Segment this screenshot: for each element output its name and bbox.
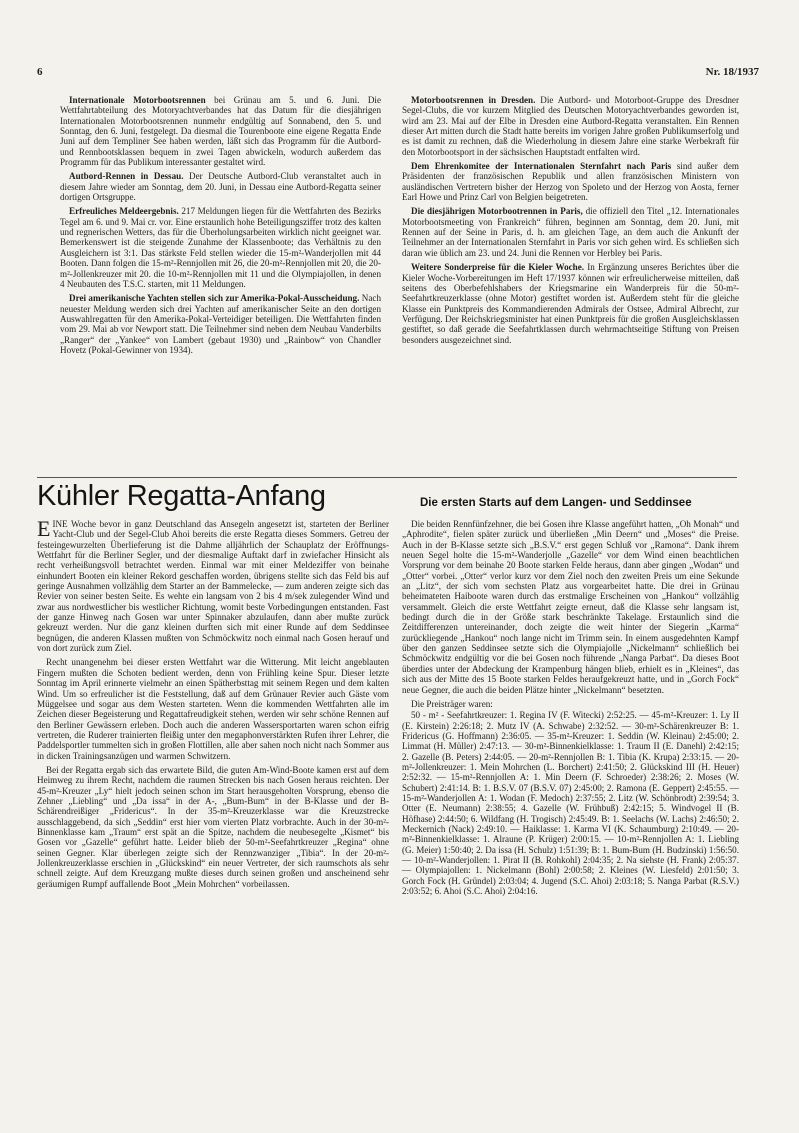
article-column-right (402, 519, 739, 896)
section-divider (37, 477, 737, 478)
news-item-text: Der Deutsche Autbord-Club veranstaltet auch in diesem Jahre wieder am Sonntag, dem 20. Juni, in Dessau eine Autbord-Regatta seiner dortigen Ortsgruppe. (60, 171, 381, 203)
news-item-text: 217 Meldungen liegen für die Wettfahrten des Bezirks Tegel am 6. und 9. Mai cr. vor. Eine erstaunlich hohe Beteiligungsziffer trotz des kalten und regnerischen Wetters, das für die Überholungsarbeiten wirklich nicht geeignet war. Bemerkenswert ist die steigende Zunahme der Klassenboote; das Verhältnis zu den Ausgleichern ist 3:1. Das stärkste Feld stellen wieder die 15-m²-Wanderjollen mit 44 Booten. Dann folgen die 15-m²-Rennjollen mit 26, die 20-m²-Rennjollen mit 20, die 20-m²-Jollenkreuzer mit 20. die 10-m²-Rennjollen mit 11 und die Olympiajollen, in denen 4 Neubauten des T.S.C. starten, mit 11 Meldungen. (60, 206, 382, 289)
issue-number: Nr. 18/1937 (705, 66, 759, 78)
results-intro: Die Preisträger waren: (411, 698, 493, 709)
page-number: 6 (37, 66, 43, 78)
article-column-left (37, 516, 389, 893)
news-item (60, 293, 381, 355)
news-item (402, 161, 739, 202)
article-paragraph: Die beiden Rennfünfzehner, die bei Gosen ihre Klasse angeführt hatten, „Oh Monah“ und „Aphrodite“, fielen später zurück und überließen „Min Deern“ und „Moses“ die Preise. Auch in der B-Klasse setzte sich „B.S.V.“ erst gegen Schluß vor „Ramona“. Dank ihrem neuen Segel holte die 15-m²-Wanderjolle „Gazelle“ vor dem Wind einen beachtlichen Vorsprung vor dem beinahe 20 Boote starken Felde heraus, dann aber gingen „Wodan“ und „Otter“ vorbei. „Otter“ verlor kurz vor dem Ziel noch den zweiten Preis um eine Sekunde an „Litz“, der sich vom sechsten Platz aus vorgearbeitet hatte. Die drei in Grünau beheimateten Haiboote waren durch das erstmalige Erscheinen von „Hankou“ vollzählig versammelt. Gleich die erste Wettfahrt zeigte erneut, daß die Klasse sehr langsam ist, bedingt durch die in der Größe stark beschränkte Takelage. Erstaunlich sind die Zeitdifferenzen untereinander, doch zeigte die weit hinter der Siegerin „Karma“ zurückliegende „Hankou“ noch lange nicht im Trimm sein. In einem ausgedehnten Kampf über den ganzen Seddinsee setzte sich die Olympiajolle „Nickelmann“ schließlich bei Schmöckwitz endgültig vor die bei Gosen noch führende „Nanga Parbat“. Da dieses Boot überdies unter der Abdeckung der Krampenburg hängen blieb, erhielt es in „Kleines“, das sich aus der Mitte des 15 Boote starken Feldes heraufgekreuzt hatte, und in „Gorch Fock“ neue Gegner, die auch die beiden Plätze hinter „Nickelmann“ besetzten. (402, 519, 739, 695)
article-subheadline: Die ersten Starts auf dem Langen- und Seddinsee (420, 497, 692, 509)
article-paragraph: Recht unangenehm bei dieser ersten Wettfahrt war die Witterung. Mit leicht angeblauten Fingern mußten die Schoten bedient werden, denn von Frühling keine Spur. Dieser letzte Sonntag im April erinnerte vielmehr an einen Spätherbsttag mit seinem Regen und dem kalten Wind. Um so erfreulicher ist die Feststellung, daß auf dem Grünauer Revier auch Gäste vom Müggelsee und sogar aus dem Westen starteten. Wenn die kommenden Wettfahrten alle im Zeichen dieser Begeisterung und Regattafreudigkeit stehen, werden wir sehr schöne Rennen auf den Berliner Gewässern erleben. Doch auch die anderen Wassersportarten waren schon eifrig vertreten, die Ruderer trainierten fleißig unter den megaphonverstärkten Rufen ihrer Lehrer, die Paddelsportler tummelten sich in großen Flottillen, alle aber sahen noch nicht nach Sommer aus in dicken Trainingsanzügen und warmen Schwitzern. (37, 657, 389, 761)
news-item (60, 206, 381, 289)
news-item-head: Drei amerikanische Yachten stellen sich zur Amerika-Pokal-Ausscheidung. (69, 293, 360, 304)
article-headline: Kühler Regatta-Anfang (37, 480, 326, 512)
news-item-text: bei Grünau am 5. und 6. Juni. Die Wettfahrtabteilung des Motoryachtverbandes hat das Datum für die diesjährigen Internationalen Motorbootsrennen nunmehr endgültig auf Sonnabend, den 5. und Sonntag, den 6. Juni, festgelegt. Da diesmal die Tourenboote eine eigene Regatta Ende Juni auf dem Templiner See haben werden, läßt sich das Programm für die Autbord- und Rennbootsklassen bequem in zwei Tagen abwickeln, wodurch außerdem das Programm für das Publikum interessanter gestaltet wird. (60, 95, 381, 168)
article-paragraph (37, 516, 389, 654)
news-item-text: sind außer dem Präsidenten der französischen Republik und allen französischen Ministern von ausländischen Vertretern bisher der Herzog von Spoleto und der Herzog von Aosta, ferner Earl Howe und Prinz Carl von Belgien beigetreten. (402, 161, 739, 203)
article-text: INE Woche bevor in ganz Deutschland das Ansegeln angesetzt ist, starteten der Berliner Yacht-Club und der Segel-Club Ahoi bereits die erste Regatta dieses Sommers. Getreu der festeingewurzelten Überlieferung ist die Dahme alljährlich der Schauplatz der Eröffnungs-Wettfahrt für die Berliner Segler, und der diesmalige Auftakt darf in zwiefacher Hinsicht als recht verheißungsvoll betrachtet werden. Einmal war mit einer Meldeziffer von beinahe einhundert Booten ein kleiner Rekord geschaffen worden, übrigens stellte sich das Feld bis auf geringe Ausnahmen vollzählig dem Starter an der Bammelecke, — zum anderen zeigte sich das Revier von seiner besten Seite. Es wehte ein langsam von 2 bis 4 m/sek zulegender Wind und zwar aus nordwestlicher bis westlicher Richtung, womit beste Vorbedingungen entstanden. Fast der ganze Hinweg nach Gosen war unter Spinnaker abzulaufen, dann aber mußte zurück gekreuzt werden. Nur die ganz kleinen durften sich mit einer Runde auf dem Seddinsee begnügen, die anderen Klassen mußten von Schmöckwitz noch einmal nach Gosen herauf und von dort zurück zum Ziel. (37, 519, 389, 654)
news-item-head: Die diesjährigen Motorbootrennen in Paris, (411, 206, 583, 217)
news-item-text: Nach neuester Meldung werden sich drei Yachten auf amerikanischer Seite an den dortigen Auswahlregatten für den Amerika-Pokal-Verteidiger beteiligen. Die Wettfahrten finden vom 29. Mai ab vor Newport statt. Die Teilnehmer sind neben dem Neubau Vanderbilts „Ranger“ der „Yankee“ von Lambert (gebaut 1930) und „Rainbow“ von Chandler Hovetz (Pokal-Gewinner von 1934). (60, 293, 381, 355)
news-item-head: Dem Ehrenkomitee der Internationalen Sternfahrt nach Paris (411, 161, 672, 172)
news-item (402, 206, 739, 258)
news-item-head: Autbord-Rennen in Dessau. (69, 171, 184, 182)
news-column-left (60, 95, 381, 359)
news-item-text: In Ergänzung unseres Berichtes über die Kieler Woche-Vorbereitungen im Heft 17/1937 können wir erfreulicherweise mitteilen, daß seitens des Oberbefehlshabers der Kriegsmarine ein Wanderpreis für die 50-m²-Seefahrtkreuzerklasse (ohne Motor) gestiftet worden ist. Außerdem steht für die gleiche Klasse ein Punktpreis des Kommandierenden Admirals der Ostsee, Admiral Albrecht, zur Verfügung. Der Reichskriegsminister hat einen Punktpreis für die großen Ausgleichsklassen gestiftet, so daß gerade die Seefahrtklassen durch wehrmachtseitige Stiftung von Preisen besonders ausgezeichnet sind. (402, 262, 739, 345)
news-column-right (402, 95, 739, 349)
news-item (402, 262, 739, 345)
news-item-head: Motorbootsrennen in Dresden. (411, 95, 536, 105)
news-item-text: Die Autbord- und Motorboot-Gruppe des Dresdner Segel-Clubs, die vor kurzem Mitglied des Deutschen Motoryachtverbandes geworden ist, wird am 23. Mai auf der Elbe in Dresden eine Autbord-Regatta veranstalten. Ein Rennen dieser Art mitten durch die Stadt hatte bereits im vorigen Jahre großen Publikumserfolg und es ist damit zu rechnen, daß die Wiederholung in diesem Jahre eine starke Werbekraft für den Motorbootsport in der sächsischen Hauptstadt entfalten wird. (402, 95, 739, 157)
news-item-head: Erfreuliches Meldeergebnis. (69, 206, 179, 217)
news-item (60, 95, 381, 167)
results-text: 50 - m² - Seefahrtkreuzer: 1. Regina IV (F. Witecki) 2:52:25. — 45-m²-Kreuzer: 1. Ly II (E. Kirstein) 2:26:18; 2. Mutz IV (A. Schwabe) 2:32:52. — 30-m²-Schärenkreuzer B: 1. Fridericus (G. Hoffmann) 2:36:05. — 35-m²-Kreuzer: 1. Seddin (W. Kleinau) 2:45:00; 2. Limmat (H. Müller) 2:47:13. — 30-m²-Binnenkielklasse: 1. Traum II (E. Danehl) 2:42:15; 2. Gazelle (B. Peters) 2:44:05. — 20-m²-Rennjollen B: 1. Tibia (K. Krupa) 2:33:15. — 20-m²-Jollenkreuzer: 1. Mein Mohrchen (L. Borchert) 2:41:50; 2. Glückskind III (H. Heuer) 2:52:32. — 15-m²-Rennjollen A: 1. Min Deern (F. Schroeder) 2:38:26; 2. Moses (W. Schubert) 2:41:14. B: 1. B.S.V. 07 (B.S.V. 07) 2:45:00; 2. Ramona (E. Geppert) 2:45:55. — 15-m²-Wanderjollen A: 1. Wodan (F. Medoch) 2:37:55; 2. Litz (W. Schönbrodt) 2:39:54; 3. Otter (E. Neumann) 2:38:55; 4. Gazelle (W. Frühbuß) 2:42:15; 5. Windvogel II (B. Höfhase) 2:44:50; 6. Wildfang (H. Trogisch) 2:45:49. B: 1. Seelachs (W. Lachs) 2:46:50; 2. Meckernich (Nack) 2:49:10. — Haiklasse: 1. Karma VI (K. Schaumburg) 2:10:49. — 20-m²-Binnenkielklasse: 1. Alraune (P. Krüger) 2:00:15. — 10-m²-Rennjollen A: 1. Liebling (G. Meier) 1:50:40; 2. Da issa (H. Schulz) 1:51:39; B: 1. Bum-Bum (H. Budzinski) 1:56:50. — 10-m²-Wanderjollen: 1. Pirat II (B. Rohkohl) 2:04:35; 2. Na siehste (H. Frank) 2:05:37. — Olympiajollen: 1. Nickelmann (Bohl) 2:00:58; 2. Kleines (W. Liesfeld) 2:01:50; 3. Gorch Fock (H. Gründel) 2:03:04; 4. Jugend (S.C. Ahoi) 2:03:18; 5. Nanga Parbat (R.S.V.) 2:03:52; 6. Ahoi (S.C. Ahoi) 2:04:16. (402, 710, 739, 897)
news-item (60, 171, 381, 202)
news-item-head: Internationale Motorbootsrennen (69, 95, 206, 105)
news-item (402, 95, 739, 157)
drop-cap: E (37, 516, 51, 541)
news-item-text: die offiziell den Titel „12. Internationales Motorbootsmeeting von Frankreich“ führen, beginnen am Sonntag, dem 20. Juni, mit Rennen auf der Seine in Paris, d. h. am gleichen Tage, an dem auch die Ankunft der Teilnehmer an der Internationalen Sternfahrt in Paris vor sich gehen wird. Es schließen sich daran wie üblich am 23. und 24. Juni die Rennen vor Herbley bei Paris. (402, 206, 739, 258)
article-paragraph: Bei der Regatta ergab sich das erwartete Bild, die guten Am-Wind-Boote kamen erst auf dem Heimweg zu ihrem Recht, nachdem die raumen Strecken bis nach Gosen heraus reichten. Der 45-m²-Kreuzer „Ly“ hielt jedoch seinen schon im Start herausgeholten Vorsprung, ebenso die Zehner „Liebling“ und „Da issa“ in der A-, „Bum-Bum“ in der B-Klasse und der B-Schärendreißiger „Fridericus“. In der 35-m²-Kreuzerklasse war die Kreuzstrecke ausschlaggebend, da sich „Seddin“ erst hier vom vierten Platz vorbrachte. Auch in der 30-m²-Binnenklasse kam „Traum“ erst spät an die Spitze, nachdem die neubesegelte „Kismet“ bis Gosen vor „Gazelle“ geführt hatte. Leider blieb der 50-m²-Seefahrtkreuzer „Regina“ ohne seinen Gegner. Klar überlegen zeigte sich der Rennzwanziger „Tibia“. In der 20-m²-Jollenkreuzerklasse erschien in „Glückskind“ ein neuer Vertreter, der sich raumschots als sehr schnell zeigte. Auf dem Kreuzgang mußte dieses durch seinen großen und anscheinend sehr geräumigen Rumpf auffallende Boot „Mein Mohrchen“ vorbeilassen. (37, 764, 389, 889)
news-item-head: Weitere Sonderpreise für die Kieler Woche. (411, 262, 585, 273)
results-list (402, 710, 739, 896)
